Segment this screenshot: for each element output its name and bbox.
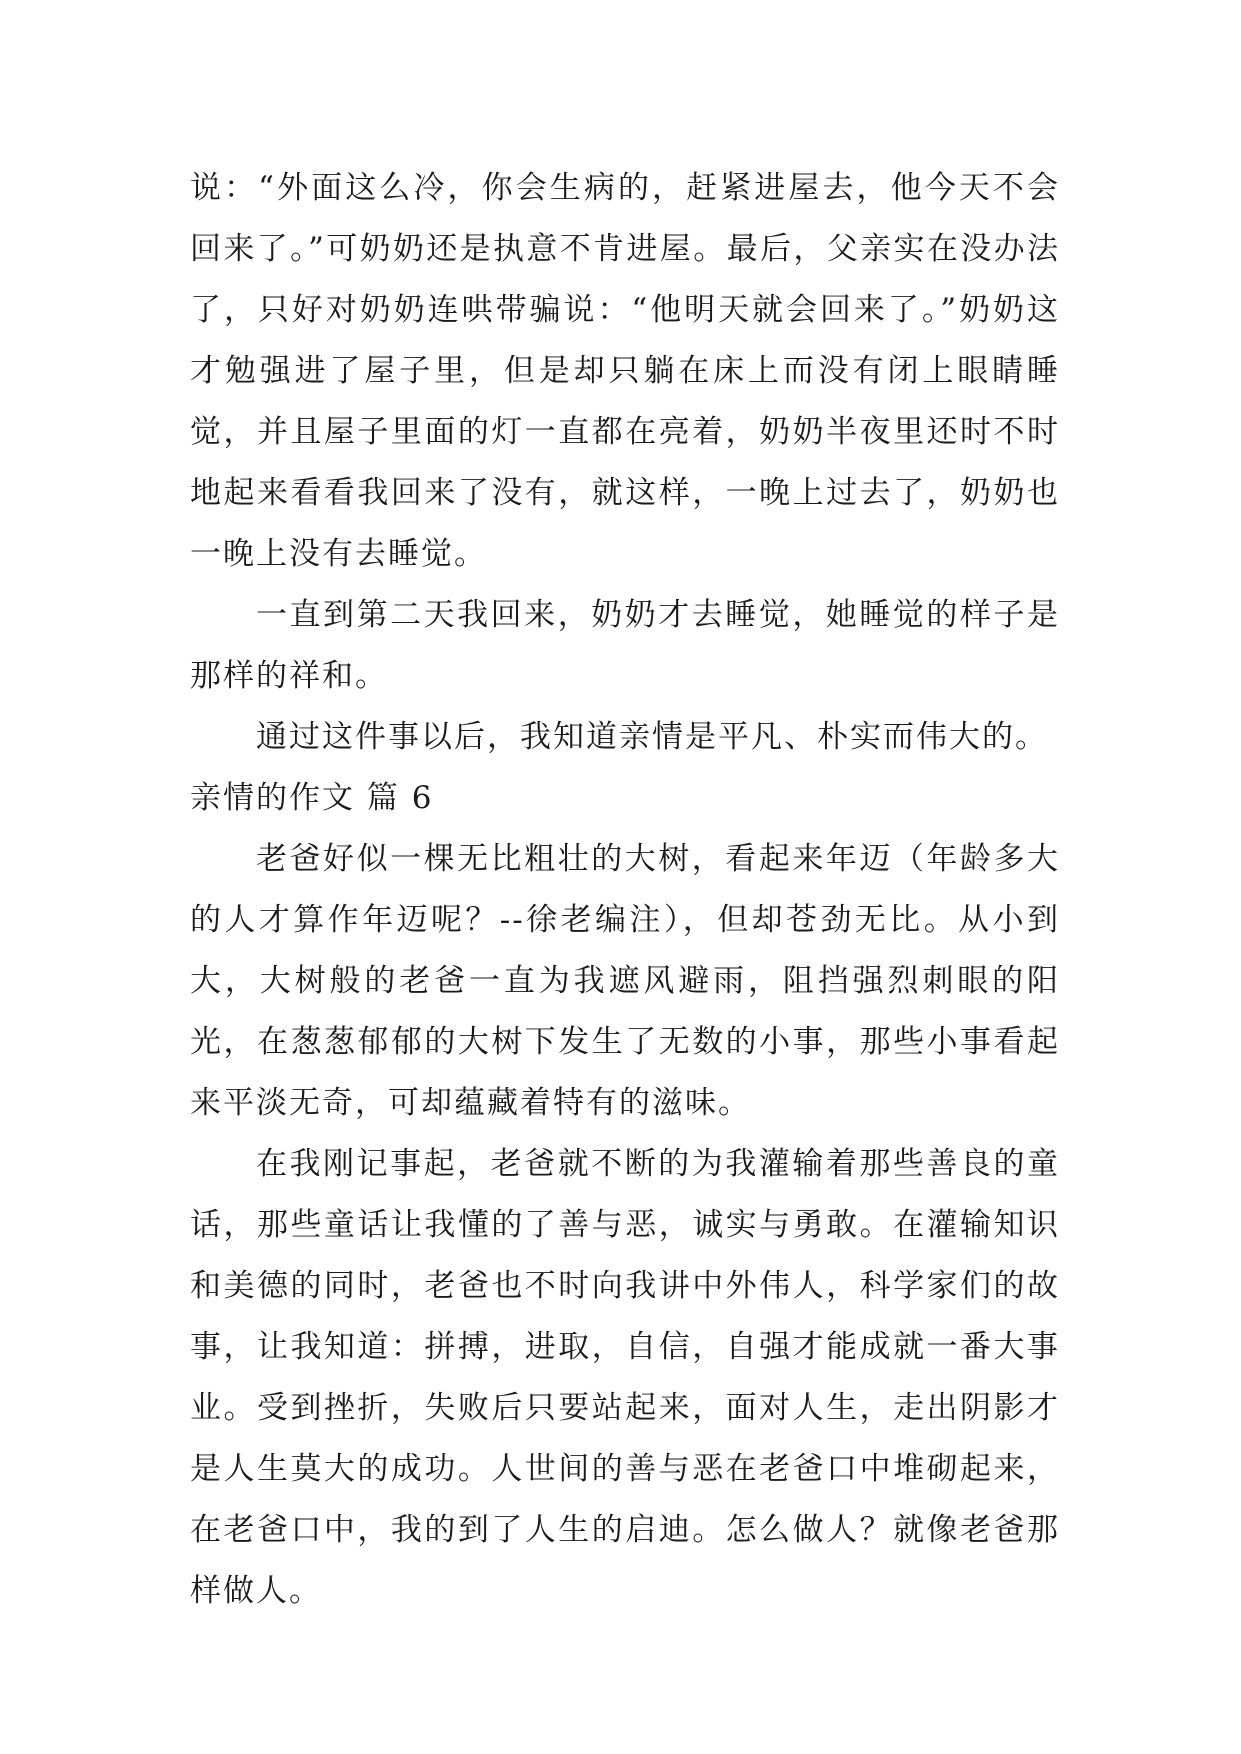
paragraph-2: 一直到第二天我回来，奶奶才去睡觉，她睡觉的样子是那样的祥和。: [190, 597, 1060, 694]
paragraph-5: 在我刚记事起，老爸就不断的为我灌输着那些善良的童话，那些童话让我懂的了善与恶，诚实与勇敢。在灌输知识和美德的同时，老爸也不时向我讲中外伟人，科学家们的故事，让我知道：拼搏，进取，自信，自强才能成就一番大事业。受到挫折，失败后只要站起来，面对人生，走出阴影才是人生莫大的成功。人世间的善与恶在老爸口中堆砌起来，在老爸口中，我的到了人生的启迪。怎么做人？就像老爸那样做人。: [190, 1146, 1060, 1609]
paragraph-4: 老爸好似一棵无比粗壮的大树，看起来年迈（年龄多大的人才算作年迈呢？--徐老编注），但却苍劲无比。从小到大，大树般的老爸一直为我遮风避雨，阻挡强烈刺眼的阳光，在葱葱郁郁的大树下发生了无数的小事，那些小事看起来平淡无奇，可却蕴藏着特有的滋味。: [190, 841, 1060, 1121]
section-heading: 亲情的作文 篇 6: [190, 780, 434, 816]
document-body: [190, 158, 1060, 1622]
paragraph-3: 通过这件事以后，我知道亲情是平凡、朴实而伟大的。: [256, 719, 1048, 755]
paragraph-1: 说：“外面这么冷，你会生病的，赶紧进屋去，他今天不会回来了。”可奶奶还是执意不肯进屋。最后，父亲实在没办法了，只好对奶奶连哄带骗说：“他明天就会回来了。”奶奶这才勉强进了屋子里，但是却只躺在床上而没有闭上眼睛睡觉，并且屋子里面的灯一直都在亮着，奶奶半夜里还时不时地起来看看我回来了没有，就这样，一晚上过去了，奶奶也一晚上没有去睡觉。: [190, 170, 1060, 572]
